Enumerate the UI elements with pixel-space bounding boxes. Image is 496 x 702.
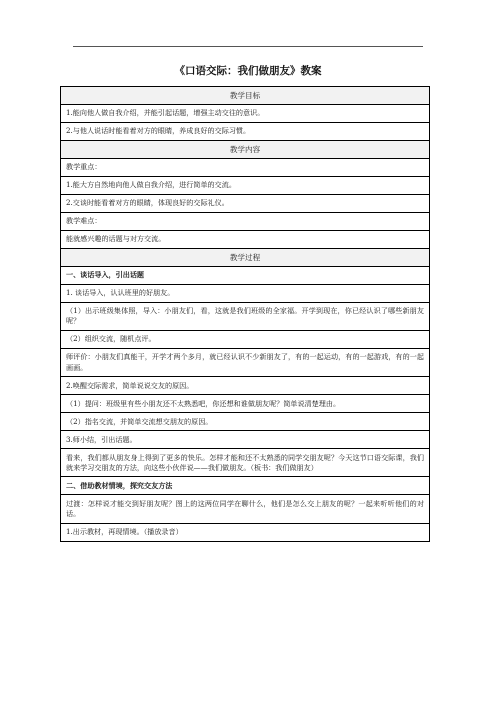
header-rule <box>73 46 423 47</box>
section-header-goals: 教学目标 <box>61 87 429 105</box>
section-header-process: 教学过程 <box>61 249 429 267</box>
table-row: 教学难点： <box>61 213 429 231</box>
document-title: 《口语交际：我们做朋友》教案 <box>174 65 322 77</box>
table-row: 1. 谈话导入，认认班里的好朋友。 <box>61 285 429 303</box>
section-header-content: 教学内容 <box>61 141 429 159</box>
step-heading: 二、借助教材情境，探究交友方法 <box>61 477 429 495</box>
table-row: 2.与他人说话时能看着对方的眼睛，养成良好的交际习惯。 <box>61 123 429 141</box>
table-row: （1）提问：班级里有些小朋友还不太熟悉吧，你还想和谁做朋友呢？简单说清楚理由。 <box>61 395 429 413</box>
table-row: 1.能大方自然地向他人做自我介绍，进行简单的交流。 <box>61 177 429 195</box>
table-row: 过渡：怎样说才能交到好朋友呢？图上的这两位同学在聊什么，他们是怎么交上朋友的呢？一起来听听他们的对话。 <box>61 495 429 523</box>
table-row: （2）组织交流，随机点评。 <box>61 331 429 349</box>
table-row: 看来，我们都从朋友身上得到了更多的快乐。怎样才能和还不太熟悉的同学交朋友呢？今天这节口语交际课，我们就来学习交朋友的方法，向这些小伙伴说——我们做朋友。（板书：我们做朋友） <box>61 449 429 477</box>
step-heading: 一、谈话导入，引出话题 <box>61 267 429 285</box>
table-row: （1）出示班级集体照，导入：小朋友们，看，这就是我们班级的全家福。开学到现在，你已经认识了哪些新朋友呢？ <box>61 303 429 331</box>
table-row: 1.出示教材，再现情境。（播放录音） <box>66 526 183 536</box>
table-row: （2）指名交流，并简单交流想交朋友的原因。 <box>61 413 429 431</box>
table-row: 1.能向他人做自我介绍，并能引起话题，增强主动交往的意识。 <box>61 105 429 123</box>
table-row: 教学重点： <box>61 159 429 177</box>
table-row: 2.交谈时能看着对方的眼睛，体现良好的交际礼仪。 <box>61 195 429 213</box>
table-row: 能就感兴趣的话题与对方交流。 <box>61 231 429 249</box>
table-row: 3.师小结，引出话题。 <box>61 431 429 449</box>
lesson-plan-table <box>60 86 430 542</box>
table-row: 师评价：小朋友们真能干，开学才两个多月，就已经认识不少新朋友了，有的一起运动，有的一起游戏，有的一起画画。 <box>61 349 429 377</box>
table-row: 2.唤醒交际需求，简单说说交友的原因。 <box>61 377 429 395</box>
